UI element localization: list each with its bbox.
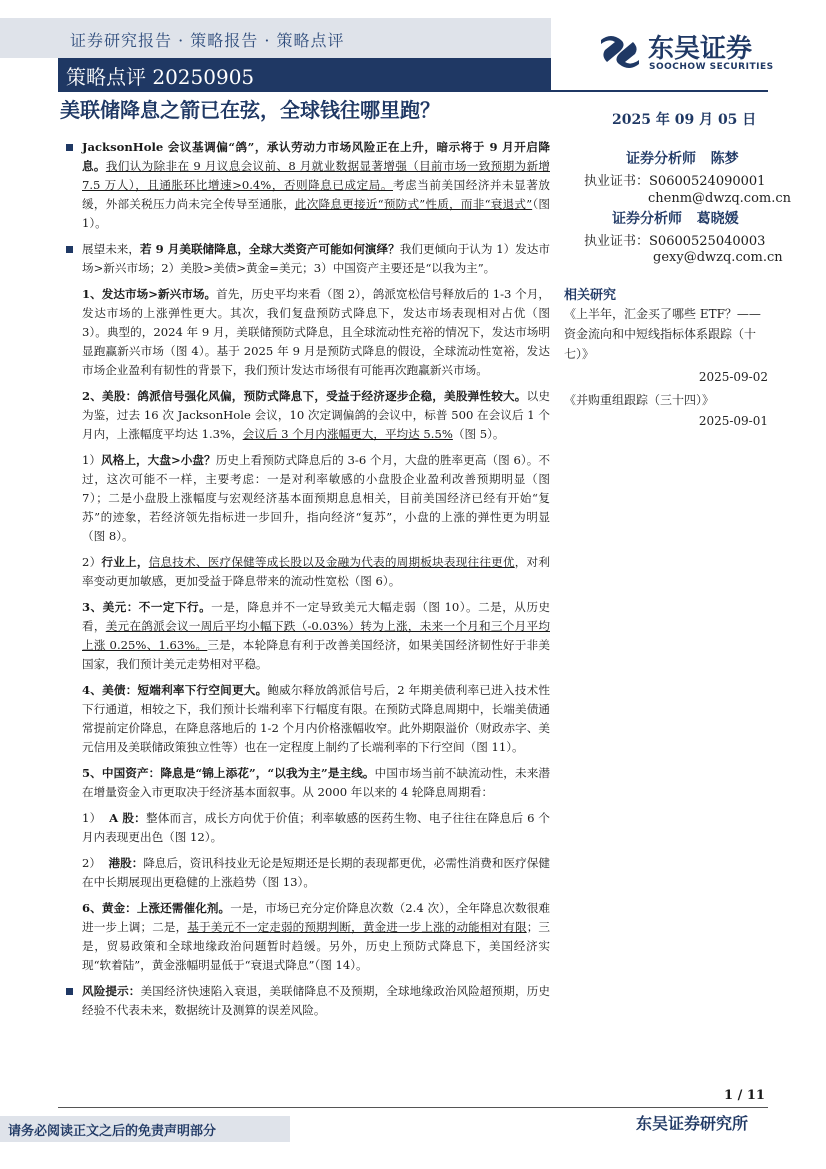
related-research-heading: 相关研究 <box>564 288 617 303</box>
disclaimer-note: 请务必阅读正文之后的免责声明部分 <box>8 1124 217 1139</box>
section-usd: 3、美元：不一定下行。一是，降息并不一定导致美元大幅走弱（图 10）。二是，从历史看，美元在鸽派会议一周后平均小幅下跌（-0.03%）转为上涨，未来一个月和三个月平均上涨 0.25%、1.63%。三是，本轮降息有利于改善美国经济，如果美国经济韧性好于非美国家，我们预计美元走势相对平稳。 <box>82 600 550 671</box>
related-item-2-date: 2025-09-01 <box>698 414 768 428</box>
risk-warning: 风险提示：美国经济快速陷入衰退，美联储降息不及预期，全球地缘政治风险超预期，历史经验不代表未来，数据统计及测算的误差风险。 <box>60 982 550 1020</box>
section-treasuries: 4、美债：短端利率下行空间更大。鲍威尔释放鸽派信号后，2 年期美债利率已进入技术性下行通道，相较之下，我们预计长端利率下行幅度有限。在预防式降息周期中，长端美债通常提前定价降息，在降息落地后的 1-2 个月内价格涨幅收窄。此外期限溢价（财政赤字、美元信用及美联储政策独立性等）也在一定程度上制约了长端利率的下行空间（图 11）。 <box>82 683 550 754</box>
analyst-1-role: 证券分析师 陈梦 <box>626 151 739 167</box>
related-item-1-date: 2025-09-02 <box>698 370 768 384</box>
analyst-1-name: 陈梦 <box>710 151 739 167</box>
section-us-equities: 2、美股：鸽派信号强化风偏，预防式降息下，受益于经济逐步企稳，美股弹性较大。以史为鉴，过去 16 次 JacksonHole 会议，10 次定调偏鸽的会议中，标普 500 在会议后 1 个月内，上涨幅度平均达 1.3%，会议后 3 个月内涨幅更大，平均达 5.5%（图 5）。 <box>82 389 550 441</box>
page-title: 美联储降息之箭已在弦，全球钱往哪里跑？ <box>60 98 440 122</box>
bullet-square-icon <box>66 246 73 253</box>
related-item-2[interactable]: 《并购重组跟踪（三十四）》 <box>564 393 715 407</box>
section-china-assets: 5、中国资产：降息是“锦上添花”，“以我为主”是主线。中国市场当前不缺流动性，未来潜在增量资金入市更取决于经济基本面叙事。从 2000 年以来的 4 轮降息周期看： <box>82 766 550 799</box>
analyst-2-email[interactable]: gexy@dwzq.com.cn <box>653 250 783 265</box>
report-date: 2025 年 09 月 05 日 <box>612 112 757 128</box>
header-divider <box>58 90 768 92</box>
analyst-2-name: 葛晓媛 <box>696 211 739 227</box>
analyst-1-cert: 执业证书：S0600524090001 <box>584 174 766 189</box>
footer-divider <box>58 1107 768 1108</box>
section-gold: 6、黄金：上涨还需催化剂。一是，市场已充分定价降息次数（2.4 次），全年降息次数很难进一步上调；二是，基于美元不一定走弱的预期判断，黄金进一步上涨的动能相对有限；三是，贸易政策和全球地缘政治问题暂时趋缓。另外，历史上预防式降息下，美国经济实现“软着陆”，黄金涨幅明显低于“衰退式降息”（图 14）。 <box>82 901 550 972</box>
analyst-2-cert: 执业证书：S0600525040003 <box>584 234 766 249</box>
section-us-sector: 2）行业上，信息技术、医疗保健等成长股以及金融为代表的周期板块表现往往更优，对利率变动更加敏感，更加受益于降息带来的流动性宽松（图 6）。 <box>82 555 550 588</box>
report-body <box>60 138 550 1027</box>
breadcrumb: 证券研究报告 · 策略报告 · 策略点评 <box>70 31 345 50</box>
section-us-style: 1）风格上，大盘>小盘？历史上看预防式降息后的 3-6 个月，大盘的胜率更高（图 6）。不过，这次可能不一样，主要考虑：一是对利率敏感的小盘股企业盈利改善预期明显（图 7）；二是小盘股上涨幅度与宏观经济基本面预期息息相关，目前美国经济已经有开始“复苏”的迹象，若经济领先指标进一步回升，指向经济“复苏”，小盘的上涨的弹性更为明显（图 8）。 <box>82 453 550 543</box>
bullet-square-icon <box>66 988 73 995</box>
summary-bullet-2: 展望未来，若 9 月美联储降息，全球大类资产可能如何演绎？我们更倾向于认为 1）发达市场>新兴市场；2）美股>美债>黄金=美元；3）中国资产主要还是“以我为主”。 <box>60 240 550 278</box>
page-number: 1 / 11 <box>724 1088 765 1103</box>
footer-brand: 东吴证券研究所 <box>636 1114 749 1133</box>
logo-text: 东吴证券 <box>648 34 753 64</box>
logo-text-en: SOOCHOW SECURITIES <box>649 62 774 72</box>
summary-bullet-1: JacksonHole 会议基调偏“鸽”，承认劳动力市场风险正在上升，暗示将于 9 月开启降息。我们认为除非在 9 月议息会议前、8 月就业数据显著增强（目前市场一致预期为新增 7.5 万人），且通胀环比增速>0.4%，否则降息已成定局。考虑当前美国经济并未显著放缓，外部关税压力尚未完全传导至通胀，此次降息更接近“预防式”性质，而非“衰退式”（图 1）。 <box>60 138 550 233</box>
analyst-2-role: 证券分析师 葛晓媛 <box>612 211 739 227</box>
bullet-square-icon <box>66 144 73 151</box>
section-developed-markets: 1、发达市场>新兴市场。首先，历史平均来看（图 2），鸽派宽松信号释放后的 1-3 个月，发达市场的上涨弹性更大。其次，我们复盘预防式降息下，发达市场表现相对占优（图 3）。典型的，2024 年 9 月，美联储预防式降息，且全球流动性充裕的情况下，发达市场明显跑赢新兴市场（图 4）。基于 2025 年 9 月是预防式降息的假设，全球流动性宽裕，发达市场企业盈利有韧性的背景下，我们预计发达市场很有可能再次跑赢新兴市场。 <box>82 287 550 377</box>
analyst-1-email[interactable]: chenm@dwzq.com.cn <box>648 191 792 206</box>
section-hk-shares: 2） 港股：降息后，资讯科技业无论是短期还是长期的表现都更优，必需性消费和医疗保健在中长期展现出更稳健的上涨趋势（图 13）。 <box>82 856 550 889</box>
related-item-1[interactable]: 《上半年，汇金买了哪些 ETF？——资金流向和中短线指标体系跟踪（十七）》 <box>564 307 761 361</box>
soochow-logo-icon <box>597 30 643 74</box>
report-tag: 策略点评 20250905 <box>66 65 255 89</box>
section-a-shares: 1） A 股：整体而言，成长方向优于价值；利率敏感的医药生物、电子往往在降息后 6 个月内表现更出色（图 12）。 <box>82 811 550 844</box>
